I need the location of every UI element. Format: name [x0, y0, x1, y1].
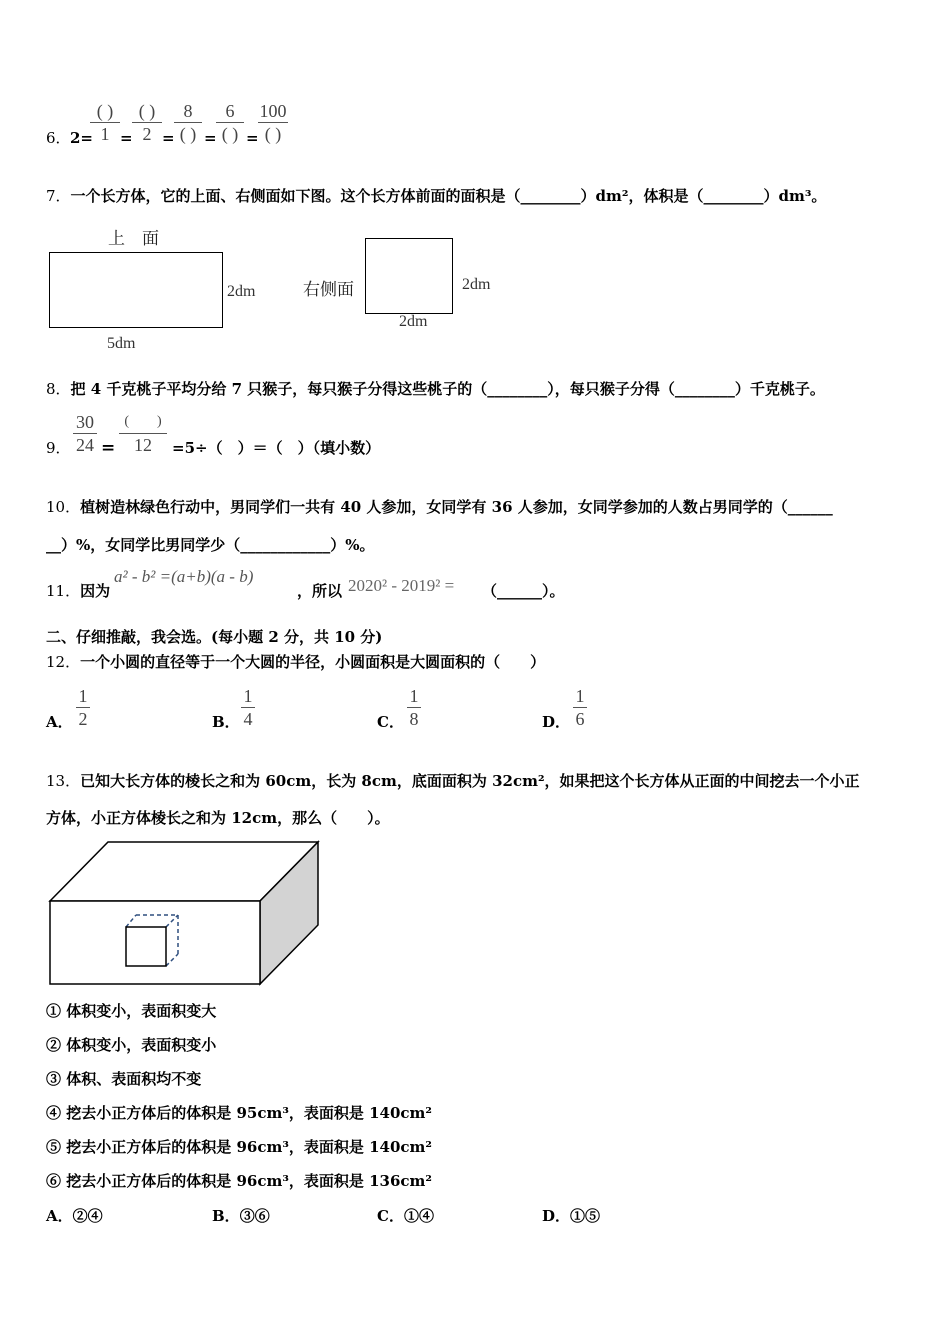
- top-face-bottom-label: 5dm: [107, 335, 136, 352]
- option-label: B．: [212, 713, 240, 731]
- question-number: 12．: [46, 653, 81, 671]
- option-d[interactable]: [542, 1206, 600, 1226]
- question-number: 11．: [46, 582, 81, 600]
- equals-sign: =: [101, 438, 116, 458]
- option-label: C．: [377, 713, 404, 731]
- equals-sign: =: [246, 129, 259, 147]
- option-label: C．: [377, 1207, 404, 1225]
- option-label: D．: [542, 713, 571, 731]
- section-title: 二、仔细推敲，我会选。(每小题 2 分，共 10 分): [46, 628, 383, 646]
- question-number: 7．: [46, 187, 71, 205]
- question-number: 13．: [46, 772, 81, 790]
- equals-sign: =: [120, 129, 133, 147]
- question-text-continued: 方体，小正方体棱长之和为 12cm，那么（ ）。: [46, 809, 390, 827]
- option-value: ①⑤: [570, 1207, 601, 1225]
- right-face-title: 右侧面: [303, 280, 354, 300]
- option-label: D．: [542, 1207, 571, 1225]
- expression: 2020² - 2019² =: [348, 576, 455, 595]
- question-text: 一个长方体，它的上面、右侧面如下图。这个长方体前面的面积是（________）dm²，体积是（________）dm³。: [70, 187, 827, 205]
- option-fraction: 1 2: [74, 685, 92, 730]
- option-label: A．: [46, 713, 73, 731]
- option-fraction: 1 8: [405, 685, 423, 730]
- statement-4: ④ 挖去小正方体后的体积是 95cm³，表面积是 140cm²: [46, 1104, 433, 1122]
- question-number: 6．: [46, 129, 71, 147]
- option-a[interactable]: [46, 1206, 103, 1226]
- equals-sign: =: [204, 129, 217, 147]
- q9-fraction-1: 30 24: [72, 411, 98, 456]
- factor-formula: a² - b² =(a+b)(a - b): [114, 567, 254, 586]
- q6-fraction-2: ( ) 2: [130, 100, 164, 145]
- q6-fraction-4: 6 ( ): [214, 100, 246, 145]
- question-text-continued: __）%，女同学比男同学少（____________）%。: [46, 536, 375, 554]
- option-fraction: 1 4: [239, 685, 257, 730]
- question-text: 一个小圆的直径等于一个大圆的半径，小圆面积是大圆面积的（ ）: [80, 653, 546, 671]
- statement-6: ⑥ 挖去小正方体后的体积是 96cm³，表面积是 136cm²: [46, 1172, 433, 1190]
- top-face-side-label: 2dm: [227, 283, 256, 300]
- option-b[interactable]: [212, 1206, 270, 1226]
- option-value: ①④: [403, 1207, 434, 1225]
- statement-3: ③ 体积、表面积均不变: [46, 1070, 202, 1088]
- because-label: 因为: [80, 582, 111, 600]
- q6-lhs: 2=: [70, 129, 94, 147]
- answer-blank: （______）。: [482, 582, 565, 600]
- option-label: A．: [46, 1207, 73, 1225]
- statement-1: ① 体积变小，表面积变大: [46, 1002, 217, 1020]
- q9-fraction-2: ( ) 12: [118, 411, 168, 456]
- small-cube-front: [126, 927, 166, 966]
- option-c[interactable]: [377, 1206, 434, 1226]
- q6-fraction-3: 8 ( ): [172, 100, 204, 145]
- statement-2: ② 体积变小，表面积变小: [46, 1036, 217, 1054]
- top-face-title: 上 面: [108, 229, 159, 249]
- q6-fraction-1: ( ) 1: [88, 100, 122, 145]
- question-text: 植树造林绿色行动中，男同学们一共有 40 人参加，女同学有 36 人参加，女同学参加的人数占男同学的（______: [80, 498, 833, 516]
- q6-fraction-5: 100 ( ): [259, 101, 287, 144]
- option-value: ③⑥: [239, 1207, 270, 1225]
- option-fraction: 1 6: [571, 685, 589, 730]
- question-number: 8．: [46, 380, 71, 398]
- cuboid-figure: [46, 840, 322, 988]
- top-face-rectangle: [49, 252, 223, 328]
- question-text: 把 4 千克桃子平均分给 7 只猴子，每只猴子分得这些桃子的（________），每只猴子分得（________）千克桃子。: [70, 380, 825, 398]
- so-label: ，所以: [297, 582, 343, 600]
- right-face-side-label: 2dm: [462, 276, 491, 293]
- equals-sign: =: [162, 129, 175, 147]
- question-text: =5÷（ ）＝（ ）（填小数）: [172, 439, 381, 457]
- right-face-square: [365, 238, 453, 314]
- right-face-bottom-label: 2dm: [399, 313, 428, 330]
- option-label: B．: [212, 1207, 240, 1225]
- question-number: 9．: [46, 439, 71, 457]
- statement-5: ⑤ 挖去小正方体后的体积是 96cm³，表面积是 140cm²: [46, 1138, 433, 1156]
- question-number: 10．: [46, 498, 81, 516]
- question-text: 已知大长方体的棱长之和为 60cm，长为 8cm，底面面积为 32cm²，如果把这个长方体从正面的中间挖去一个小正: [80, 772, 860, 790]
- option-value: ②④: [72, 1207, 103, 1225]
